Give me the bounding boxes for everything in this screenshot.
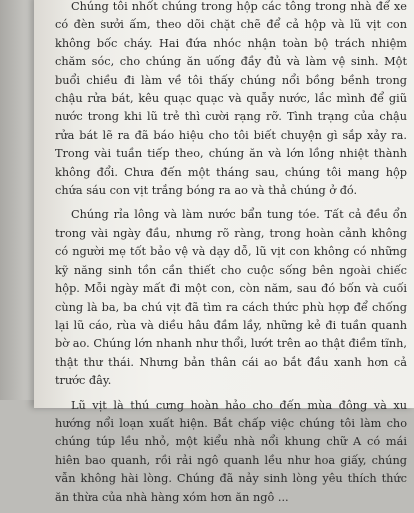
book-page (34, 0, 414, 504)
paragraph-3: Lũ vịt là thú cưng hoàn hảo cho đến mùa đông và xu hướng nổi loạn xuất hiện. Bắt chấp việc chúng tôi làm cho chúng túp lều nhỏ, một kiểu nhà nổi khung chữ A có mái hiên bao quanh, rồi rải ngô quanh lều như hoa giấy, chúng vẫn không hài lòng. Chúng đã nảy sinh lòng yêu thích thức ăn thừa của nhà hàng xóm hơn ăn ngô ... (55, 398, 407, 504)
paragraph-1: Chúng tôi nhốt chúng trong hộp các tông trong nhà để xe có đèn sưởi ấm, theo dõi chặt chẽ để cả hộp và lũ vịt con không bốc cháy. Hai đứa nhóc nhận toàn bộ trách nhiệm chăm sóc, cho chúng ăn uống đầy đủ và làm vệ sinh. Một buổi chiều đi làm về tôi thấy chúng nổi bồng bềnh trong chậu rửa bát, kêu quạc quạc và quẫy nước, lắc mình để giũ nước trong khi lũ trẻ thì cười rạng rỡ. Tình trạng của chậu rửa bát lẽ ra đã báo hiệu cho tôi biết chuyện gì sắp xảy ra. Trong vài tuần tiếp theo, chúng ăn và lớn lồng nhiệt thành không đổi. Chưa đến một tháng sau, chúng tôi mang hộp chứa sáu con vịt trắng bóng ra ao và thả chúng ở đó. (55, 0, 407, 198)
page-body-text (55, 0, 407, 513)
paragraph-2: Chúng rỉa lông và làm nước bẩn tung tóe. Tất cả đều ổn trong vài ngày đầu, nhưng rõ ràng, trong hoàn cảnh không có người mẹ tốt bảo vệ và dạy dỗ, lũ vịt con không có những kỹ năng sinh tồn cần thiết cho cuộc sống bên ngoài chiếc hộp. Mỗi ngày mất đi một con, còn năm, sau đó bốn và cuối cùng là ba, ba chú vịt đã tìm ra cách thức phù hợp để chống lại lũ cáo, rùa và diều hâu đầm lầy, những kẻ đi tuần quanh bờ ao. Chúng lớn nhanh như thổi, lướt trên ao thật điềm tĩnh, thật thư thái. Nhưng bản thân cái ao bắt đầu xanh hơn cả trước đây. (55, 208, 407, 388)
